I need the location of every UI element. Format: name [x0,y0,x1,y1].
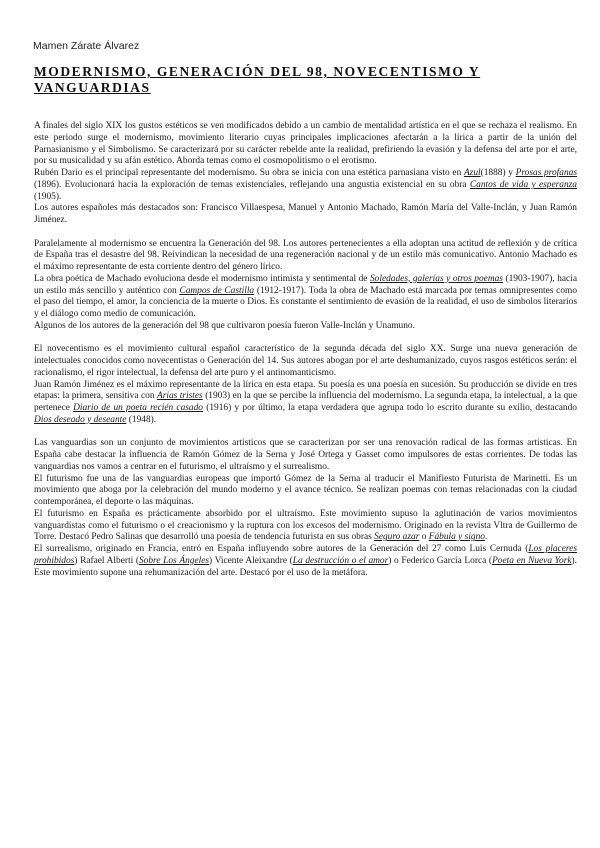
generacion98-intro-paragraph: Paralelamente al modernismo se encuentra la Generación del 98. Los autores pertenecientes a ella adoptan una actitud de reflexión y de crítica de España tras el desastre del 98. Reivindican la necesidad de una regeneración nacional y de un estilo más comunicativo. Antonio Machado es el máximo representante de esta corriente dentro del género lírico. [34,238,577,272]
vanguardias-intro-paragraph: Las vanguardias son un conjunto de movimientos artísticos que se caracterizan por ser una renovación radical de las formas artísticas. En España cabe destacar la influencia de Ramón Gómez de la Serna y José Ortega y Gasset como impulsores de estas corrientes. De todas las vanguardias nos vamos a centrar en el futurismo, el ultraísmo y el surrealismo. [34,438,577,472]
text-run: o [419,532,429,543]
work-title-link[interactable]: Fábula y signo [428,532,485,543]
ultraismo-paragraph [34,509,577,544]
novecentismo-intro-paragraph: El novecentismo es el movimiento cultural español característico de la segunda década del siglo XX. Surge una nueva generación de intelectuales conocidos como novecentistas o Generación del 14. Sus autores abogan por el arte deshumanizado, cuyos rasgos estéticos serán: el racionalismo, el rigor intelectual, la defensa del arte puro y el antinomanticismo. [34,344,577,378]
work-title-link[interactable]: Dios deseado y deseante [34,414,127,425]
author-name: Mamen Zárate Álvarez [33,40,140,52]
text-run: (1896). Evolucionará hacia la exploración de temas existenciales, reflejando una angustia existencial en su obra [34,179,470,190]
text-run: El surrealismo, originado en Francia, entró en España influyendo sobre autores de la Generación del 27 como Luis Cernuda ( [34,544,529,554]
text-run: (1912-1917). Toda la obra de Machado está marcada por temas omnipresentes como el paso del tiempo, el amor, la conciencia de la muerte o Dios. Es constante el sentimiento de evasión de la realidad, el uso de símbolos literarios y el diálogo como medio de comunicación. [34,285,578,319]
work-title-link[interactable]: Poeta en Nueva York [492,555,572,566]
text-run: (1888) y [480,168,516,178]
work-title-link[interactable]: Prosas profanas [515,168,577,178]
modernismo-intro-paragraph: A finales del siglo XIX los gustos estéticos se ven modificados debido a un cambio de mentalidad artística en el que se rechaza el realismo. En este periodo surge el modernismo, movimiento literario cuyas principales implicaciones afectarán a la lírica a partir de la unión del Parnasianismo y el Simbolismo. Se caracterizará por su carácter rebelde ante la realidad, prefiriendo la evasión y la defensa del arte por el arte, por su musicalidad y su afán estético. Aborda temas como el cosmopolitismo o el erotismo. [34,121,577,167]
work-title-link[interactable]: La destrucción o el amor [292,555,389,566]
futurismo-paragraph: El futurismo fue una de las vanguardias europeas que importó Gómez de la Serna al traducir el Manifiesto Futurista de Marinetti. Es un movimiento que aboga por la celebración del mundo moderno y el avance técnico. Se realizan poemas con temas relacionadas con la ciudad contemporánea, el deporte o las máquinas. [34,473,577,507]
juan-ramon-jimenez-paragraph [34,380,577,427]
text-run: ) Vicente Aleixandre ( [209,555,293,566]
ruben-dario-paragraph [34,168,577,203]
work-title-link[interactable]: Arias tristes [157,391,203,402]
machado-paragraph [34,274,577,321]
work-title-link[interactable]: Campos de Castilla [179,285,255,296]
document-body [34,121,577,579]
generacion98-authors-paragraph: Algunos de los autores de la generación del 98 que cultivaron poesía fueron Valle-Inclán y Unamuno. [34,320,415,331]
text-run: ). Este movimiento supone una rehumanización del arte. Destacó por el uso de la metáfora. [34,555,577,578]
work-title-link[interactable]: Soledades, galerías y otros poemas [369,273,503,284]
text-run: Rubén Darío es el principal representante del modernismo. Su obra se inicia con una estética parnasiana visto en [34,168,464,178]
surrealismo-paragraph [34,544,577,579]
text-run: ) Rafael Alberti ( [74,555,139,566]
text-run: (1903-1907), hacia un estilo más sencillo y auténtico con [34,273,577,296]
work-title-link[interactable]: Azul [463,168,481,178]
work-title-link[interactable]: Cantos de vida y esperanza [469,179,577,190]
work-title-link[interactable]: Sobre Los Ángeles [138,555,210,566]
work-title-link[interactable]: Seguro azar [374,532,420,543]
text-run: El futurismo en España es prácticamente absorbido por el ultraísmo. Este movimiento supuso la aglutinación de varios movimientos vanguardistas como el futurismo o el creacionismo y la ruptura con los excesos del modernismo. Originado en la revista Vltra de Guillermo de Torre. Destacó Pedro Salinas que desarrolló una poesía de tendencia futurista en sus obras [34,508,577,543]
text-run: (1948). [126,414,157,425]
work-title-link[interactable]: Los placeres prohibidos [34,544,577,566]
text-run: (1905). [34,191,62,202]
text-run: (1916) y por último, la etapa verdadera que agrupa todo lo escrito durante su exilio, destacando [203,403,577,413]
text-run: . [484,532,488,543]
text-run: La obra poética de Machado evoluciona desde el modernismo intimista y sentimental de [34,273,370,284]
document-title: MODERNISMO, GENERACIÓN DEL 98, NOVECENTISMO Y VANGUARDIAS [34,64,481,95]
work-title-link[interactable]: Diario de un poeta recién casado [73,403,203,413]
text-run: Juan Ramón Jiménez es el máximo representante de la lírica en esta etapa. Su poesía es una poesía en sucesión. Su producción se divide en tres etapas: la primera, sensitiva con [34,379,577,402]
text-run: (1903) en la que se percibe la influencia del modernismo. La segunda etapa, la intelectual, a la que pertenece [34,391,577,413]
text-run: ) o Federico García Lorca ( [388,555,493,566]
modernismo-authors-paragraph: Los autores españoles más destacados son: Francisco Villaespesa, Manuel y Antonio Machado, Ramón María del Valle-Inclán, y Juan Ramón Jiménez. [34,203,577,225]
